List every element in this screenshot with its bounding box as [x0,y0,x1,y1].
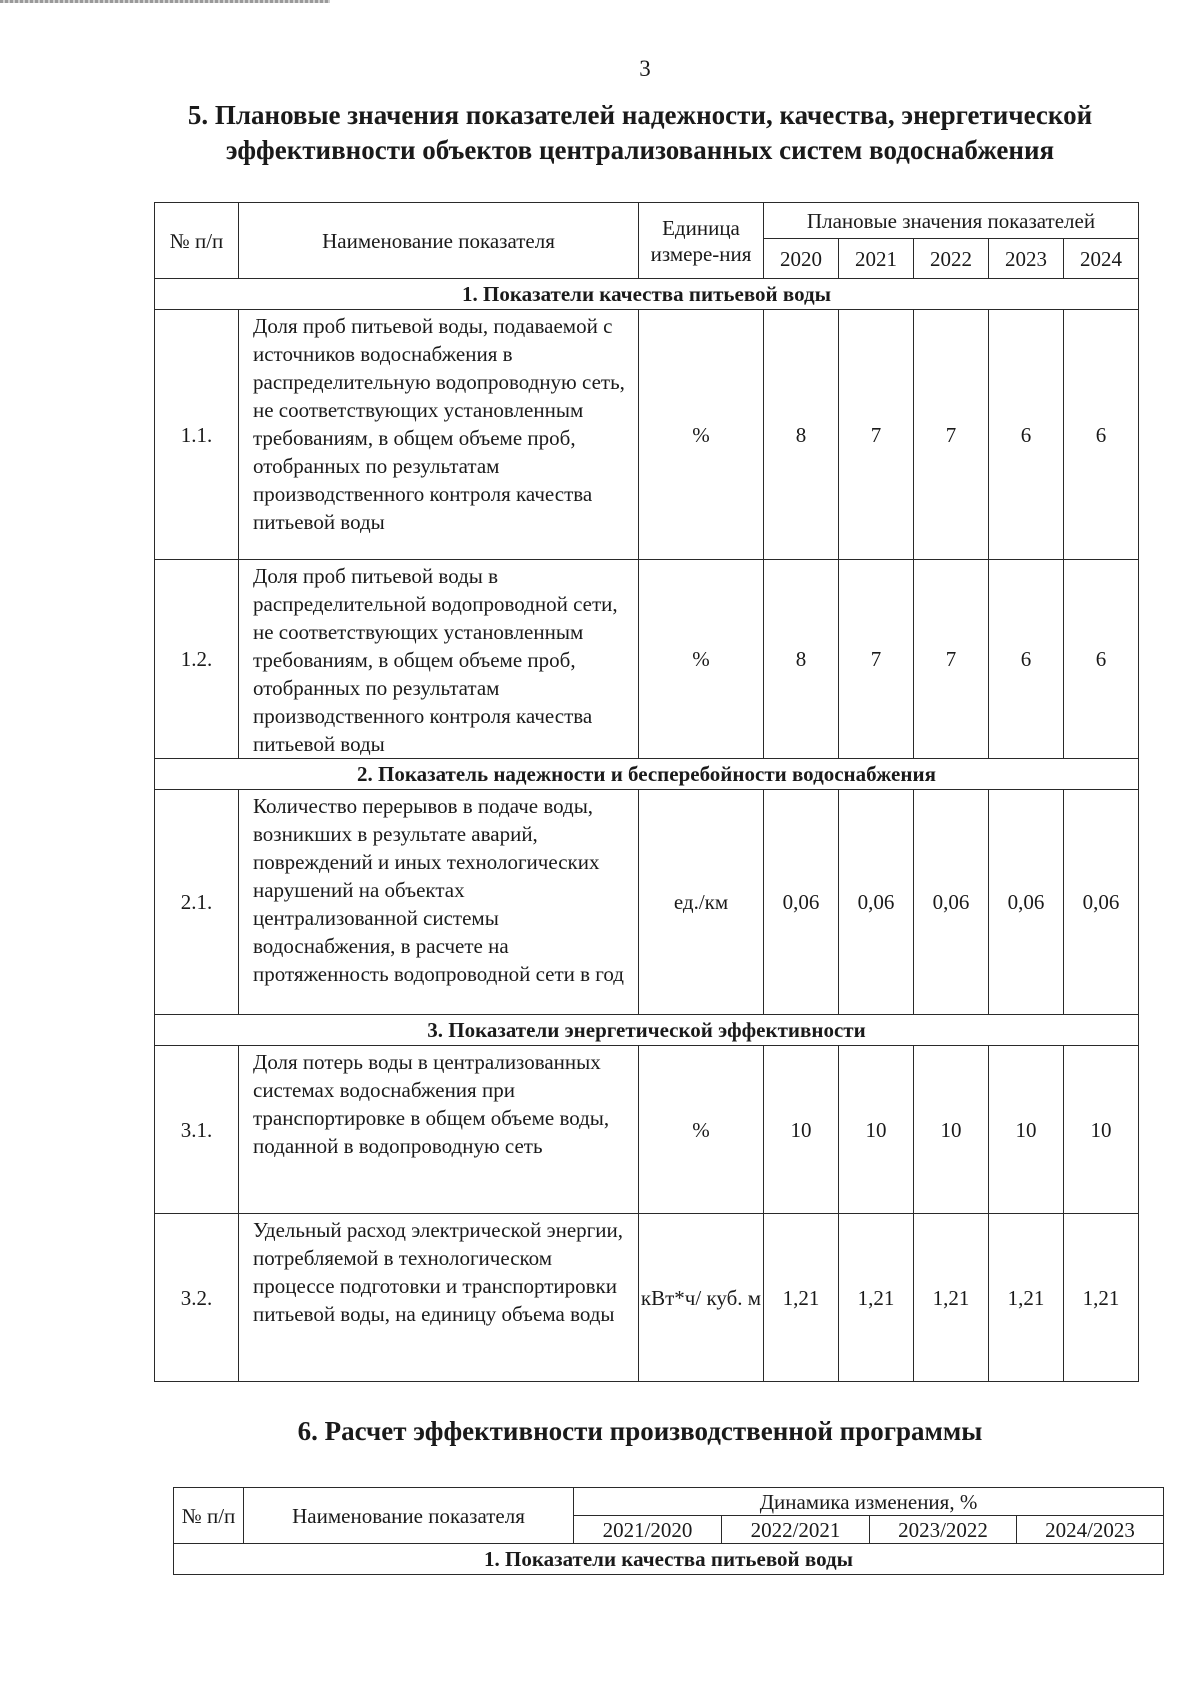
header-year: 2022 [914,239,989,279]
header-year: 2024 [1064,239,1139,279]
row-value: 1,21 [764,1214,839,1382]
row-value: 10 [839,1046,914,1214]
row-num: 1.2. [155,560,239,759]
header-num: № п/п [174,1488,244,1544]
group-title: 3. Показатели энергетической эффективности [155,1015,1139,1046]
table-row [155,790,1139,1015]
row-num: 3.2. [155,1214,239,1382]
row-value: 7 [839,560,914,759]
section5-title: 5. Плановые значения показателей надежности, качества, энергетической эффективности объектов централизованных систем водоснабжения [187,100,1093,165]
row-unit: кВт*ч/ куб. м [639,1214,764,1382]
row-value: 1,21 [989,1214,1064,1382]
group-title: 2. Показатель надежности и бесперебойности водоснабжения [155,759,1139,790]
header-planned: Плановые значения показателей [764,203,1139,239]
row-value: 0,06 [1064,790,1139,1015]
table-row [155,310,1139,560]
row-value: 0,06 [989,790,1064,1015]
header-unit: Единица измере-ния [639,203,764,279]
row-value: 1,21 [1064,1214,1139,1382]
page-number: 3 [639,56,651,81]
table-row [155,1214,1139,1382]
section6-title: 6. Расчет эффективности производственной программы [297,1416,983,1446]
row-value: 1,21 [839,1214,914,1382]
group-row [174,1544,1164,1575]
group-row [155,279,1139,310]
group-row [155,1015,1139,1046]
row-num: 3.1. [155,1046,239,1214]
header-year: 2020 [764,239,839,279]
row-value: 6 [1064,560,1139,759]
header-num: № п/п [155,203,239,279]
table-row [155,560,1139,759]
row-value: 0,06 [764,790,839,1015]
row-value: 6 [989,560,1064,759]
header-name: Наименование показателя [239,203,639,279]
row-unit: % [639,310,764,560]
row-value: 7 [914,560,989,759]
row-name: Количество перерывов в подаче воды, возникших в результате аварий, повреждений и иных технологических нарушений на объектах централизованной системы водоснабжения, в расчете на протяженность водопроводной сети в год [239,790,639,1015]
planned-indicators-table [154,202,1139,1382]
row-value: 6 [1064,310,1139,560]
group-row [155,759,1139,790]
row-value: 7 [839,310,914,560]
row-value: 6 [989,310,1064,560]
group-title: 1. Показатели качества питьевой воды [174,1544,1164,1575]
table-row [155,1046,1139,1214]
header-year: 2023 [989,239,1064,279]
row-num: 2.1. [155,790,239,1015]
row-name: Доля проб питьевой воды, подаваемой с источников водоснабжения в распределительную водопроводную сеть, не соответствующих установленным требованиям, в общем объеме проб, отобранных по результатам производственного контроля качества питьевой воды [239,310,639,560]
row-value: 8 [764,310,839,560]
row-num: 1.1. [155,310,239,560]
row-value: 10 [989,1046,1064,1214]
header-name: Наименование показателя [244,1488,574,1544]
row-value: 0,06 [914,790,989,1015]
row-value: 7 [914,310,989,560]
row-unit: % [639,1046,764,1214]
header-year: 2021 [839,239,914,279]
row-name: Доля потерь воды в централизованных системах водоснабжения при транспортировке в общем объеме воды, поданной в водопроводную сеть [239,1046,639,1214]
row-name: Доля проб питьевой воды в распределительной водопроводной сети, не соответствующих установленным требованиям, в общем объеме проб, отобранных по результатам производственного контроля качества питьевой воды [239,560,639,759]
efficiency-calc-table [173,1487,1164,1575]
scan-edge-artifact [0,0,330,3]
header-period: 2021/2020 [574,1516,722,1544]
header-period: 2022/2021 [722,1516,870,1544]
header-period: 2024/2023 [1017,1516,1164,1544]
row-name: Удельный расход электрической энергии, потребляемой в технологическом процессе подготовки и транспортировки питьевой воды, на единицу объема воды [239,1214,639,1382]
header-period: 2023/2022 [870,1516,1017,1544]
row-value: 1,21 [914,1214,989,1382]
row-value: 10 [764,1046,839,1214]
row-value: 10 [914,1046,989,1214]
row-value: 8 [764,560,839,759]
row-unit: % [639,560,764,759]
header-dynamics: Динамика изменения, % [574,1488,1164,1516]
row-value: 0,06 [839,790,914,1015]
row-unit: ед./км [639,790,764,1015]
group-title: 1. Показатели качества питьевой воды [155,279,1139,310]
row-value: 10 [1064,1046,1139,1214]
